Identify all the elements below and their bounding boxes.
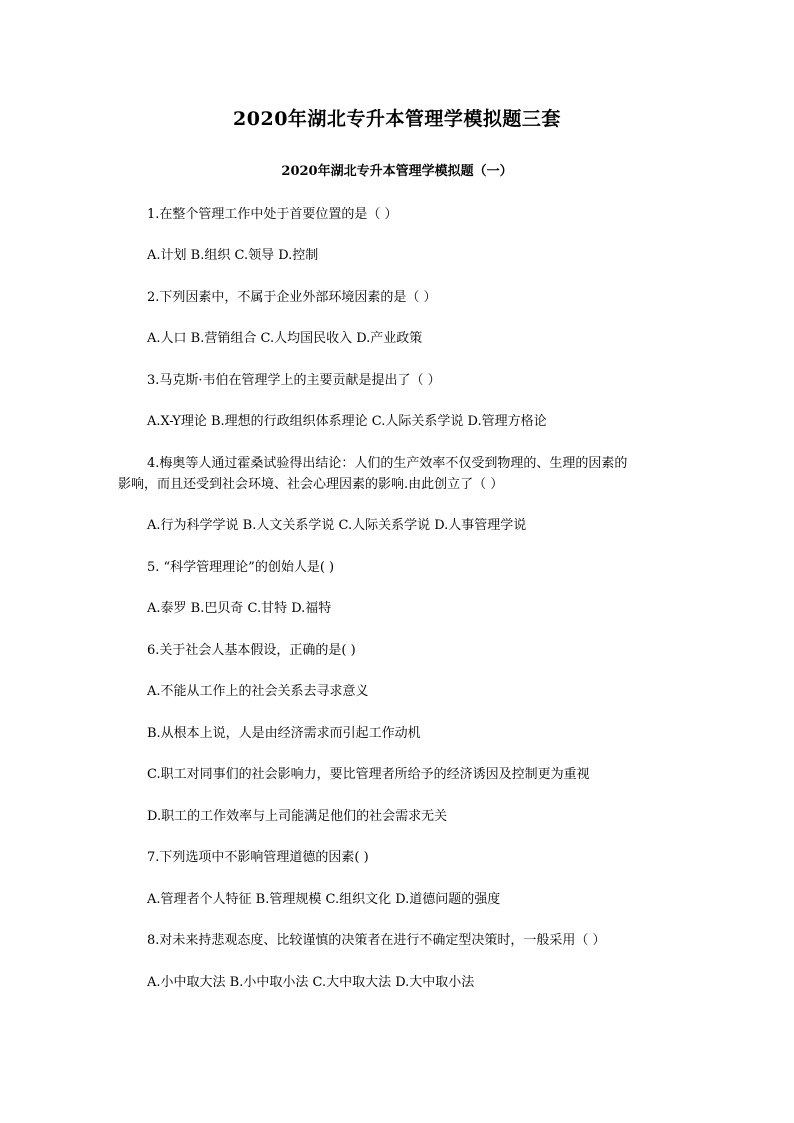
document-title: 2020年湖北专升本管理学模拟题三套 [233,108,561,130]
question-7-options: A.管理者个人特征 B.管理规模 C.组织文化 D.道德问题的强度 [147,892,501,907]
question-3: 3.马克斯·韦伯在管理学上的主要贡献是提出了（ ） [147,373,441,388]
question-1: 1.在整个管理工作中处于首要位置的是（ ） [147,207,398,222]
question-8: 8.对未来持悲观态度、比较谨慎的决策者在进行不确定型决策时，一般采用（ ） [147,933,606,948]
question-8-options: A.小中取大法 B.小中取小法 C.大中取大法 D.大中取小法 [147,975,475,990]
question-5-options: A.泰罗 B.巴贝奇 C.甘特 D.福特 [147,601,332,616]
question-2-options: A.人口 B.营销组合 C.人均国民收入 D.产业政策 [147,331,423,346]
question-6-option-d: D.职工的工作效率与上司能满足他们的社会需求无关 [147,809,448,824]
question-4-options: A.行为科学学说 B.人文关系学说 C.人际关系学说 D.人事管理学说 [147,518,527,533]
question-1-options: A.计划 B.组织 C.领导 D.控制 [147,248,319,263]
question-6-option-b: B.从根本上说，人是由经济需求而引起工作动机 [147,726,421,741]
question-2: 2.下列因素中，不属于企业外部环境因素的是（ ） [147,290,437,305]
question-4-line-1: 4.梅奥等人通过霍桑试验得出结论：人们的生产效率不仅受到物理的、生理的因素的 [147,456,628,471]
question-6-option-c: C.职工对同事们的社会影响力，要比管理者所给予的经济诱因及控制更为重视 [147,767,590,782]
section-title: 2020年湖北专升本管理学模拟题（一） [281,164,513,179]
question-5: 5. “科学管理理论”的创始人是( ) [147,560,335,575]
question-6-option-a: A.不能从工作上的社会关系去寻求意义 [147,684,369,699]
question-3-options: A.X-Y理论 B.理想的行政组织体系理论 C.人际关系学说 D.管理方格论 [147,414,547,429]
question-6: 6.关于社会人基本假设，正确的是( ) [147,643,356,658]
question-4-line-2: 影响，而且还受到社会环境、社会心理因素的影响.由此创立了（ ） [118,477,504,492]
question-7: 7.下列选项中不影响管理道德的因素( ) [147,850,369,865]
